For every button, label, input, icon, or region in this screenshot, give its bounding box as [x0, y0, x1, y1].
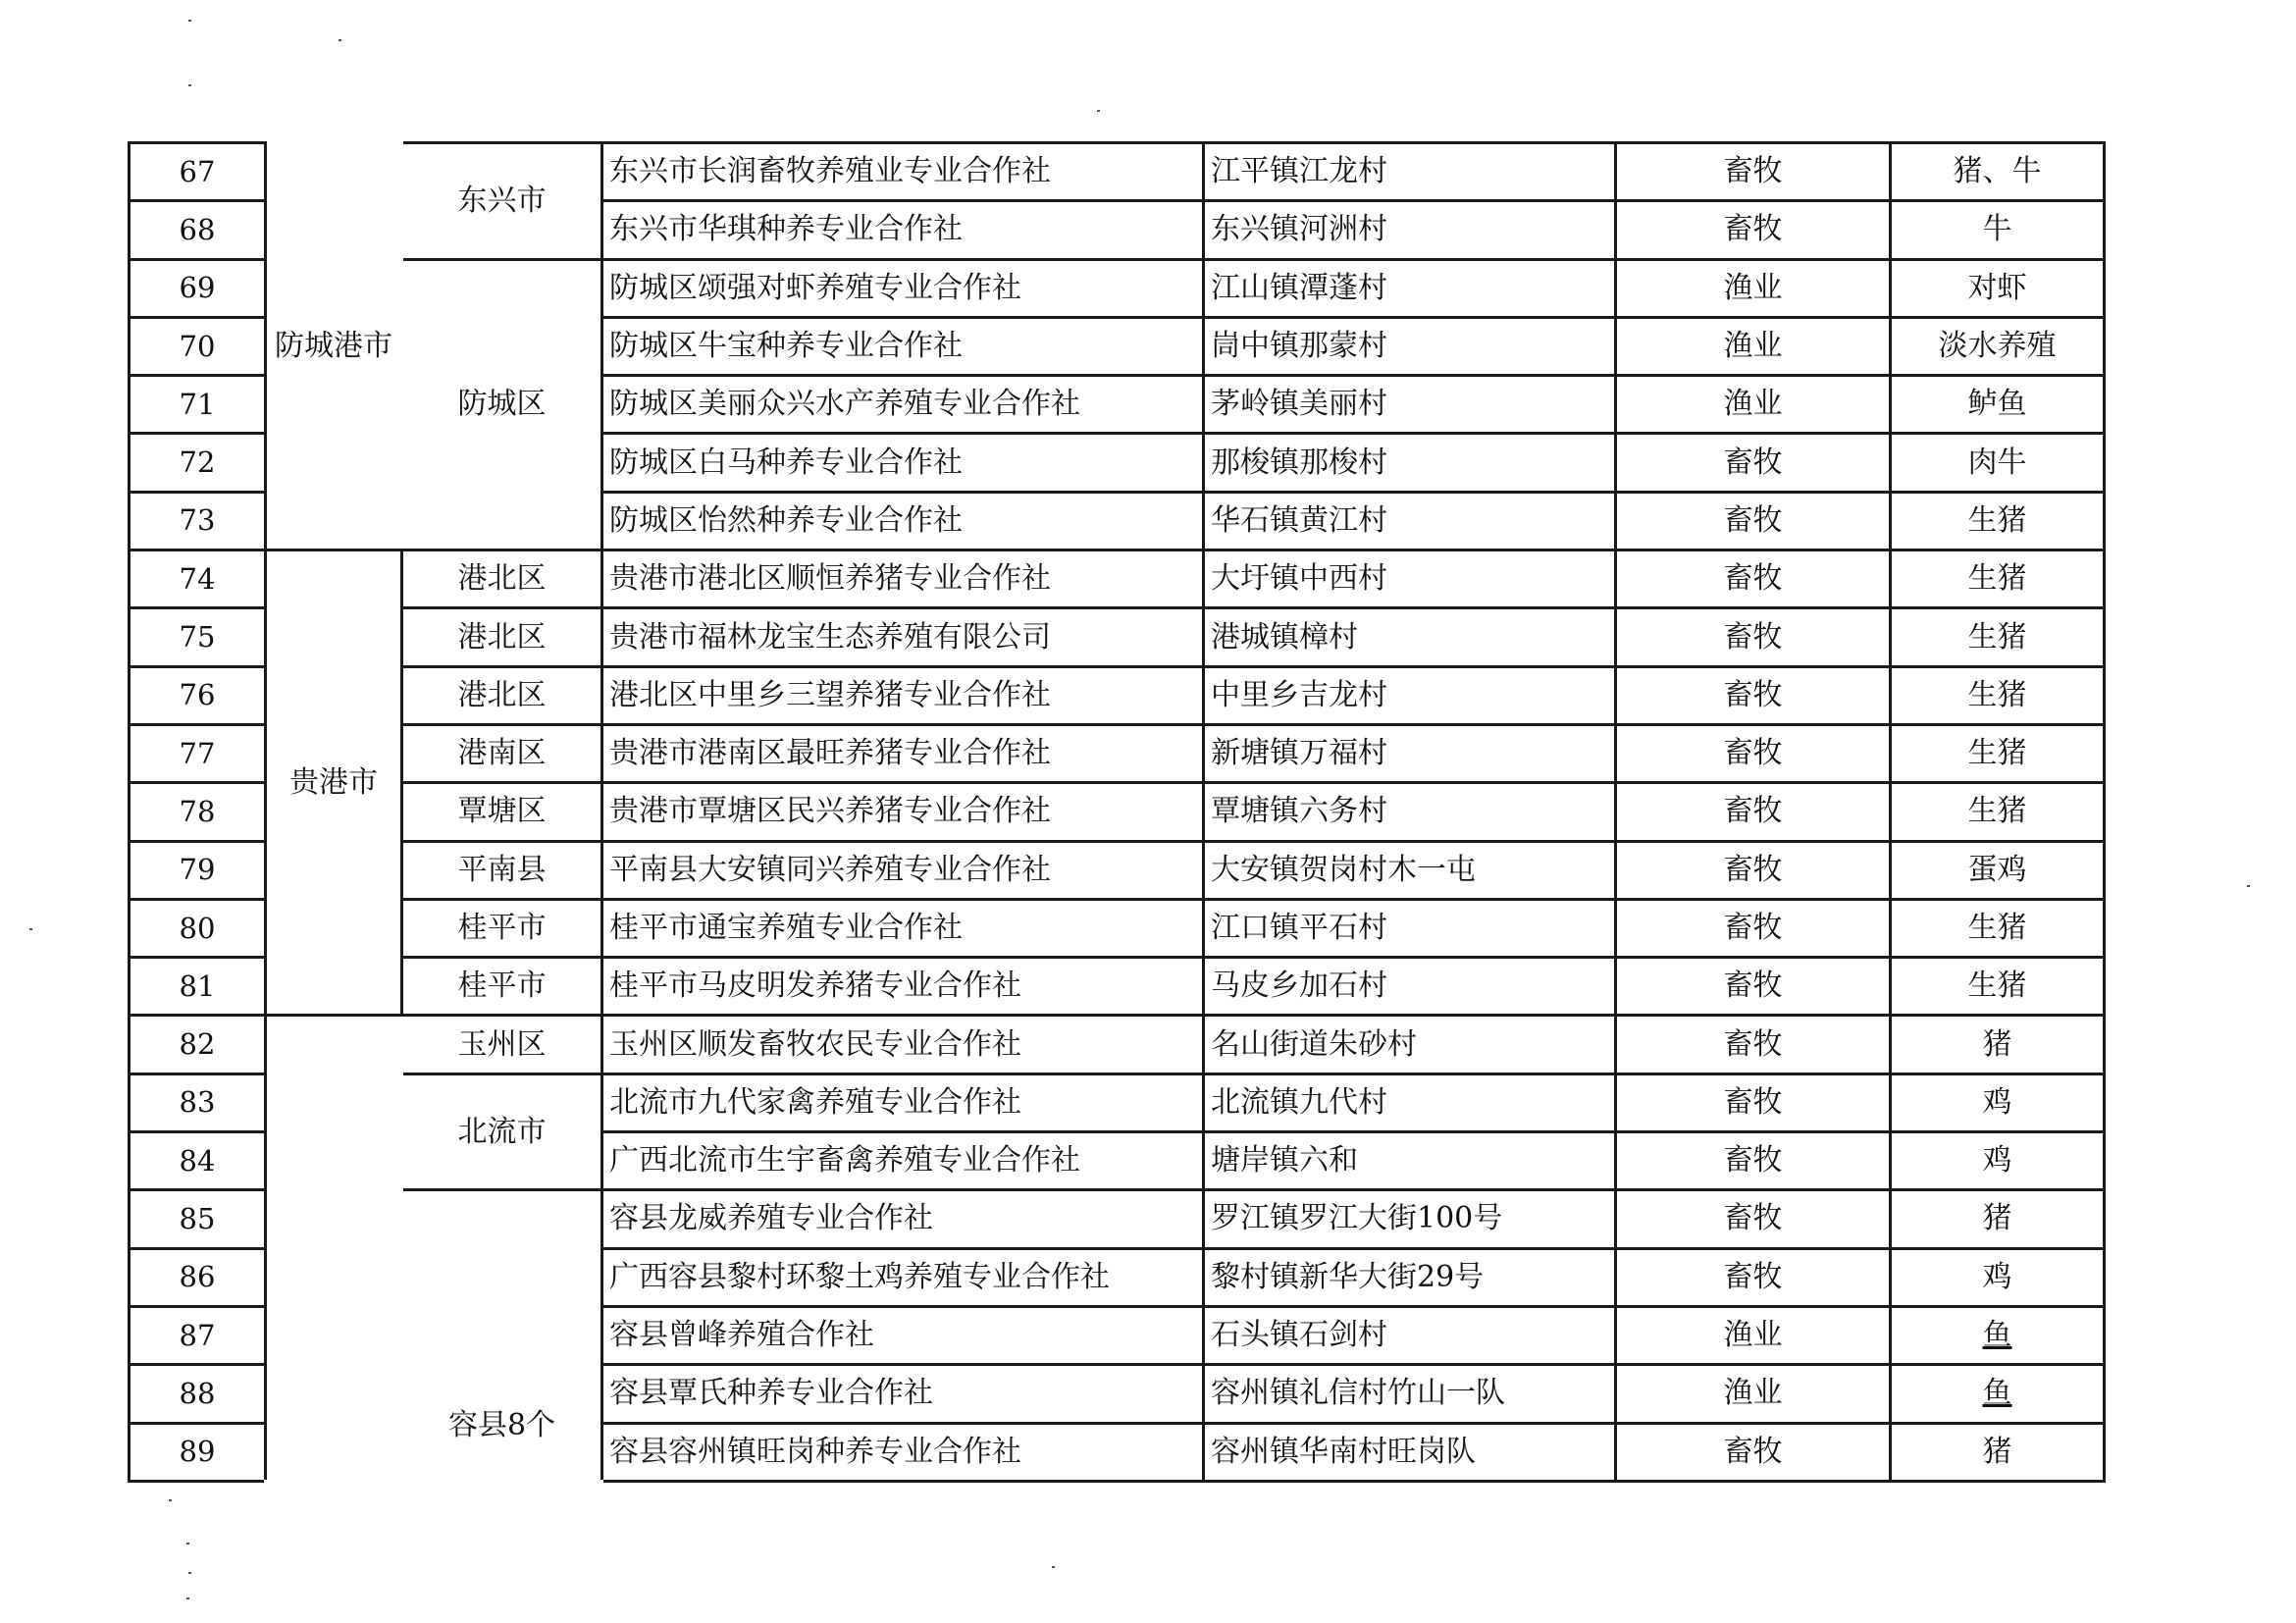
row-number: 88: [130, 1365, 266, 1423]
cooperative-name: 防城区颂强对虾养殖专业合作社: [602, 259, 1204, 317]
city-cell: 防城港市: [266, 143, 402, 550]
product: 猪: [1891, 1016, 2105, 1073]
row-number: 69: [130, 259, 266, 317]
address: 黎村镇新华大街29号: [1204, 1248, 1616, 1306]
industry: 畜牧: [1616, 724, 1891, 782]
table-row: [130, 1073, 2105, 1131]
address: 那梭镇那梭村: [1204, 434, 1616, 492]
cooperative-name: 容县龙威养殖专业合作社: [602, 1190, 1204, 1248]
table-row: [130, 608, 2105, 666]
scan-speck: [2247, 885, 2250, 887]
industry: 畜牧: [1616, 1132, 1891, 1190]
industry: 渔业: [1616, 1365, 1891, 1423]
address: 茅岭镇美丽村: [1204, 376, 1616, 434]
address: 罗江镇罗江大街100号: [1204, 1190, 1616, 1248]
address: 中里乡吉龙村: [1204, 666, 1616, 724]
city-cell: 贵港市: [266, 550, 402, 1016]
county-cell: 玉州区: [402, 1016, 602, 1073]
cooperative-name: 广西北流市生宇畜禽养殖专业合作社: [602, 1132, 1204, 1190]
cooperative-name: 防城区白马种养专业合作社: [602, 434, 1204, 492]
industry: 畜牧: [1616, 783, 1891, 841]
row-number: 76: [130, 666, 266, 724]
industry: 畜牧: [1616, 1423, 1891, 1481]
scan-speck: [188, 1572, 191, 1574]
address: 新塘镇万福村: [1204, 724, 1616, 782]
product: 鲈鱼: [1891, 376, 2105, 434]
product: 鸡: [1891, 1248, 2105, 1306]
cooperative-name: 贵港市港南区最旺养猪专业合作社: [602, 724, 1204, 782]
county-cell: 容县8个: [402, 1190, 602, 1481]
scan-speck: [339, 39, 341, 41]
row-number: 83: [130, 1073, 266, 1131]
industry: 畜牧: [1616, 492, 1891, 550]
industry: 畜牧: [1616, 1016, 1891, 1073]
cooperative-name: 防城区怡然种养专业合作社: [602, 492, 1204, 550]
table-row: [130, 958, 2105, 1016]
table-row: [130, 550, 2105, 608]
city-cell: [266, 1016, 402, 1481]
scan-speck: [188, 84, 191, 86]
row-number: 73: [130, 492, 266, 550]
product: 鱼: [1891, 1306, 2105, 1364]
cooperative-name: 港北区中里乡三望养猪专业合作社: [602, 666, 1204, 724]
product: 淡水养殖: [1891, 317, 2105, 375]
row-number: 68: [130, 201, 266, 259]
table-row: [130, 143, 2105, 201]
scan-speck: [1052, 1566, 1055, 1568]
cooperative-name: 容县覃氏种养专业合作社: [602, 1365, 1204, 1423]
product: 生猪: [1891, 550, 2105, 608]
table-row: [130, 783, 2105, 841]
row-number: 89: [130, 1423, 266, 1481]
cooperative-name: 北流市九代家禽养殖专业合作社: [602, 1073, 1204, 1131]
industry: 渔业: [1616, 259, 1891, 317]
cooperative-name: 贵港市覃塘区民兴养猪专业合作社: [602, 783, 1204, 841]
row-number: 70: [130, 317, 266, 375]
address: 华石镇黄江村: [1204, 492, 1616, 550]
table-row: [130, 841, 2105, 899]
row-number: 86: [130, 1248, 266, 1306]
row-number: 77: [130, 724, 266, 782]
cooperative-name: 广西容县黎村环黎土鸡养殖专业合作社: [602, 1248, 1204, 1306]
cooperative-name: 防城区牛宝种养专业合作社: [602, 317, 1204, 375]
row-number: 80: [130, 899, 266, 957]
cooperative-name: 桂平市通宝养殖专业合作社: [602, 899, 1204, 957]
cooperative-name: 桂平市马皮明发养猪专业合作社: [602, 958, 1204, 1016]
address: 马皮乡加石村: [1204, 958, 1616, 1016]
row-number: 82: [130, 1016, 266, 1073]
product: 生猪: [1891, 958, 2105, 1016]
cooperative-name: 平南县大安镇同兴养殖专业合作社: [602, 841, 1204, 899]
address: 石头镇石剑村: [1204, 1306, 1616, 1364]
county-cell: 防城区: [402, 259, 602, 550]
industry: 畜牧: [1616, 201, 1891, 259]
industry: 渔业: [1616, 376, 1891, 434]
scan-speck: [188, 20, 191, 22]
scan-speck: [169, 1499, 172, 1501]
industry: 畜牧: [1616, 899, 1891, 957]
row-number: 84: [130, 1132, 266, 1190]
cooperative-name: 容县容州镇旺岗种养专业合作社: [602, 1423, 1204, 1481]
cooperative-name: 容县曾峰养殖合作社: [602, 1306, 1204, 1364]
address: 容州镇华南村旺岗队: [1204, 1423, 1616, 1481]
scan-speck: [1097, 110, 1100, 112]
county-cell: 港北区: [402, 608, 602, 666]
row-number: 81: [130, 958, 266, 1016]
product: 鸡: [1891, 1073, 2105, 1131]
industry: 畜牧: [1616, 550, 1891, 608]
product: 生猪: [1891, 724, 2105, 782]
industry: 畜牧: [1616, 958, 1891, 1016]
row-number: 75: [130, 608, 266, 666]
product: 蛋鸡: [1891, 841, 2105, 899]
product: 鸡: [1891, 1132, 2105, 1190]
product: 生猪: [1891, 666, 2105, 724]
county-cell: 桂平市: [402, 899, 602, 957]
scan-speck: [29, 928, 32, 930]
cooperative-name: 玉州区顺发畜牧农民专业合作社: [602, 1016, 1204, 1073]
product: 生猪: [1891, 899, 2105, 957]
product: 生猪: [1891, 492, 2105, 550]
product: 猪: [1891, 1190, 2105, 1248]
scan-speck: [186, 1543, 189, 1544]
industry: 畜牧: [1616, 1190, 1891, 1248]
industry: 渔业: [1616, 317, 1891, 375]
row-number: 85: [130, 1190, 266, 1248]
cooperative-name: 东兴市长润畜牧养殖业专业合作社: [602, 143, 1204, 201]
row-number: 72: [130, 434, 266, 492]
table-row: [130, 899, 2105, 957]
scan-speck: [186, 1597, 189, 1599]
address: 峝中镇那蒙村: [1204, 317, 1616, 375]
address: 容州镇礼信村竹山一队: [1204, 1365, 1616, 1423]
address: 北流镇九代村: [1204, 1073, 1616, 1131]
cooperatives-table: [128, 141, 2106, 1483]
cooperative-name: 贵港市福林龙宝生态养殖有限公司: [602, 608, 1204, 666]
address: 覃塘镇六务村: [1204, 783, 1616, 841]
table-row: [130, 1016, 2105, 1073]
table-row: [130, 259, 2105, 317]
product: 牛: [1891, 201, 2105, 259]
industry: 畜牧: [1616, 666, 1891, 724]
cooperative-name: 东兴市华琪种养专业合作社: [602, 201, 1204, 259]
product: 鱼: [1891, 1365, 2105, 1423]
industry: 畜牧: [1616, 1248, 1891, 1306]
address: 名山街道朱砂村: [1204, 1016, 1616, 1073]
county-cell: 东兴市: [402, 143, 602, 260]
cooperative-name: 防城区美丽众兴水产养殖专业合作社: [602, 376, 1204, 434]
row-number: 79: [130, 841, 266, 899]
county-cell: 桂平市: [402, 958, 602, 1016]
table-row: [130, 666, 2105, 724]
county-cell: 港北区: [402, 666, 602, 724]
row-number: 78: [130, 783, 266, 841]
address: 江山镇潭蓬村: [1204, 259, 1616, 317]
county-cell: 平南县: [402, 841, 602, 899]
product: 肉牛: [1891, 434, 2105, 492]
county-cell: 港北区: [402, 550, 602, 608]
industry: 畜牧: [1616, 143, 1891, 201]
row-number: 71: [130, 376, 266, 434]
county-cell: 港南区: [402, 724, 602, 782]
row-number: 87: [130, 1306, 266, 1364]
address: 大圩镇中西村: [1204, 550, 1616, 608]
product: 猪: [1891, 1423, 2105, 1481]
industry: 畜牧: [1616, 841, 1891, 899]
address: 东兴镇河洲村: [1204, 201, 1616, 259]
address: 港城镇樟村: [1204, 608, 1616, 666]
industry: 畜牧: [1616, 608, 1891, 666]
table-row: [130, 724, 2105, 782]
address: 大安镇贺岗村木一屯: [1204, 841, 1616, 899]
row-number: 74: [130, 550, 266, 608]
industry: 畜牧: [1616, 434, 1891, 492]
address: 江平镇江龙村: [1204, 143, 1616, 201]
county-cell: 覃塘区: [402, 783, 602, 841]
row-number: 67: [130, 143, 266, 201]
product: 对虾: [1891, 259, 2105, 317]
table-row: [130, 1190, 2105, 1248]
product: 生猪: [1891, 608, 2105, 666]
industry: 畜牧: [1616, 1073, 1891, 1131]
product: 生猪: [1891, 783, 2105, 841]
industry: 渔业: [1616, 1306, 1891, 1364]
county-cell: 北流市: [402, 1073, 602, 1190]
cooperative-name: 贵港市港北区顺恒养猪专业合作社: [602, 550, 1204, 608]
product: 猪、牛: [1891, 143, 2105, 201]
address: 塘岸镇六和: [1204, 1132, 1616, 1190]
address: 江口镇平石村: [1204, 899, 1616, 957]
